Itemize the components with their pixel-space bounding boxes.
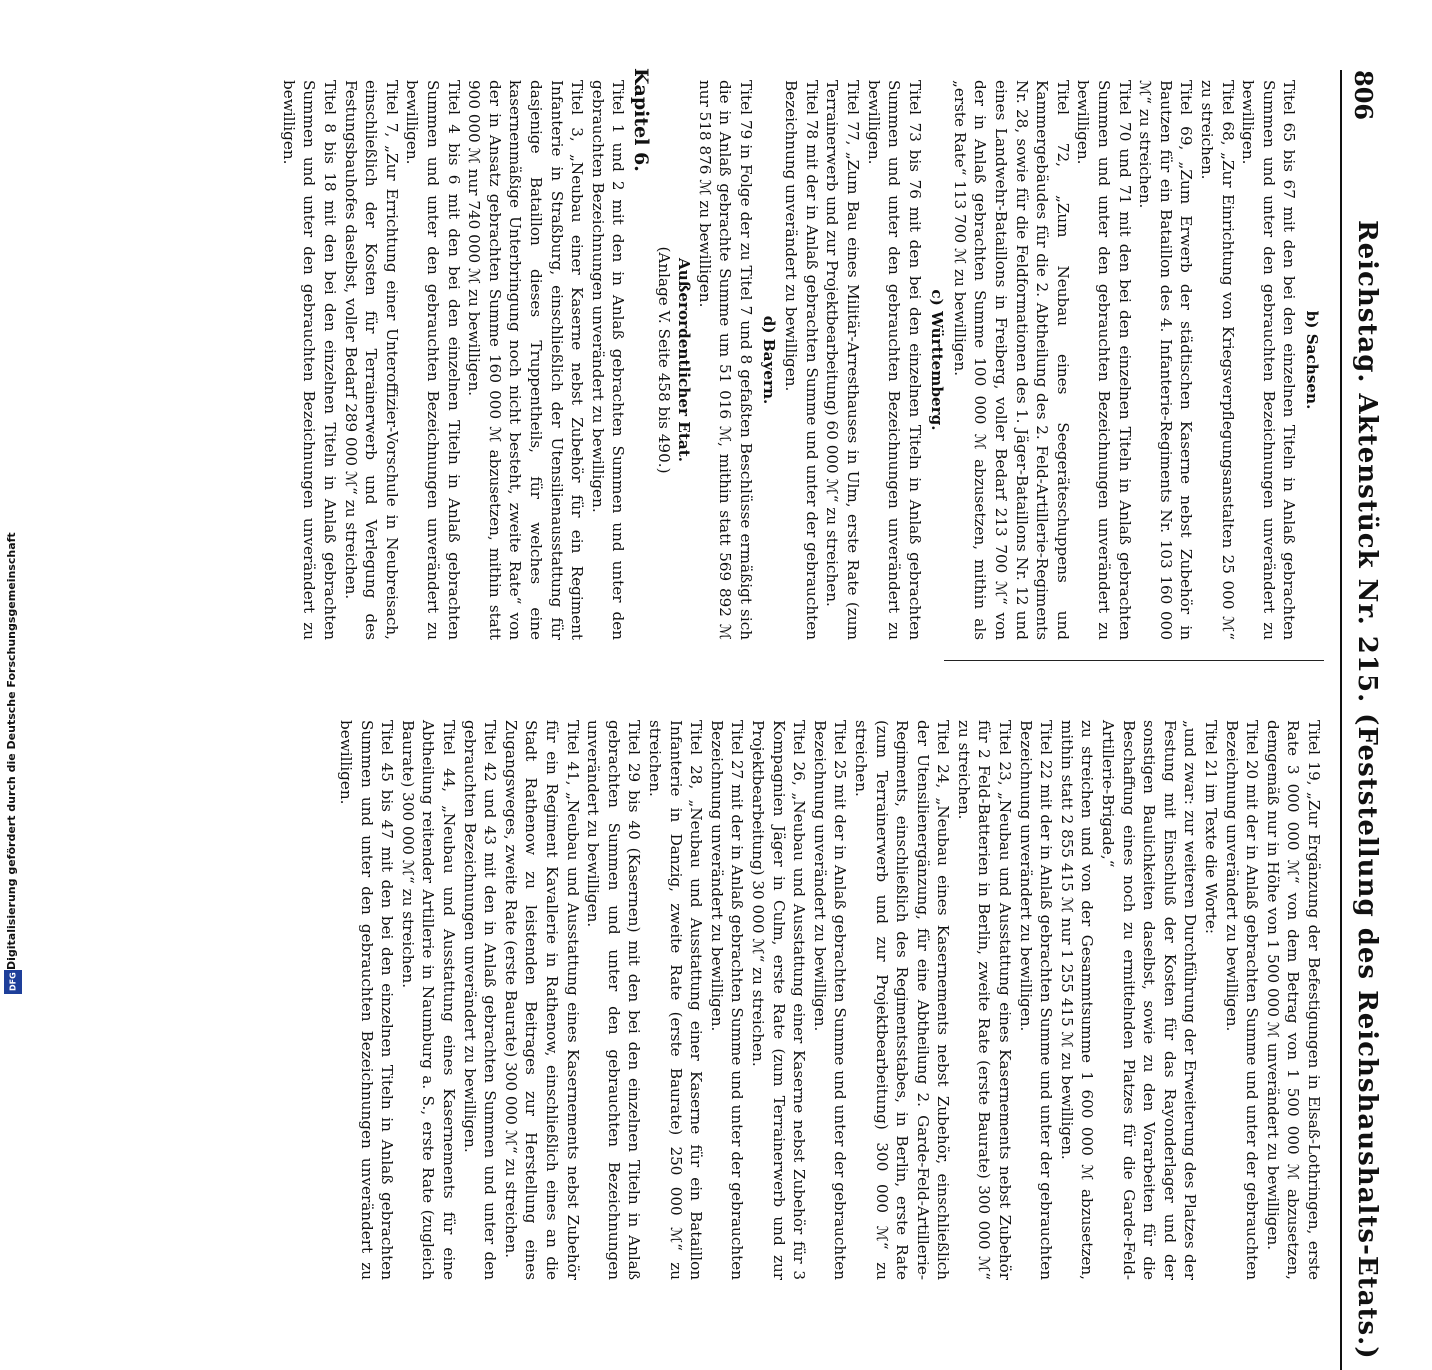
- paragraph: Titel 19, „Zur Ergänzung der Befestigungen in Elsaß-Lothringen, erste Rate 3 000 000 ℳ“ von dem Betrag von 1 500 000 ℳ abzusetzen, demgemäß nur in Höhe von 1 500 000 ℳ unverändert zu bewilligen.: [1263, 720, 1323, 1280]
- paragraph: Titel 20 mit der in Anlaß gebrachten Summe und unter der gebrauchten Bezeichnung unverändert zu bewilligen.: [1222, 720, 1262, 1280]
- paragraph: Titel 44, „Neubau und Ausstattung eines Kasernements für eine Abtheilung reitender Artillerie in Naumburg a. S., erste Rate (zugleich Baurate) 300 000 ℳ“ zu streichen.: [398, 720, 459, 1280]
- section-heading: b) Sachsen.: [1303, 310, 1321, 410]
- column-divider: [944, 660, 1324, 661]
- paragraph: Titel 28, „Neubau und Ausstattung einer Kaserne für ein Bataillon Infanterie in Danzig, zweite Rate (erste Baurate) 250 000 ℳ“ zu streichen.: [646, 720, 706, 1280]
- header-rule: [1340, 70, 1342, 1370]
- paragraph: Titel 26, „Neubau und Ausstattung einer Kaserne nebst Zubehör für 3 Kompagnien Jäger in Culm, erste Rate (zum Terrainerwerb und zur Projektbearbeitung) 30 000 ℳ“ zu streichen.: [748, 720, 809, 1280]
- paragraph: Titel 72, „Zum Neubau eines Seegeräteschuppens und Kammergebäudes für die 2. Abtheilung des 2. Feld-Artillerie-Regiments Nr. 28, sowie für die Feldformationen des 1. Jäger-Bataillons Nr. 12 und eines Landwehr-Bataillons in Freiberg, voller Bedarf 213 700 ℳ“ von der in Anlaß gebrachten Summe 100 000 ℳ abzusetzen, mithin als „erste Rate“ 113 700 ℳ zu bewilligen.: [950, 80, 1072, 640]
- section-subtitle: (Anlage V. Seite 458 bis 490.): [654, 246, 673, 474]
- paragraph: Titel 77, „Zum Bau eines Militär-Arresthauses in Ulm, erste Rate (zum Terrainerwerb und zur Projektbearbeitung) 60 000 ℳ“ zu streichen.: [823, 80, 862, 640]
- paragraph: Titel 7, „Zur Errichtung einer Unteroffizier-Vorschule in Neubreisach, einschließlich der Kosten für Terrainerwerb und Verlegung des Festungsbauhofes daselbst, voller Bedarf 289 000 ℳ“ zu streichen.: [341, 80, 401, 640]
- paragraph: Titel 23, „Neubau und Ausstattung eines Kasernements nebst Zubehör für 2 Feld-Batterien in Berlin, zweite Rate (erste Baurate) 300 000 ℳ“ zu streichen.: [954, 720, 1015, 1280]
- paragraph: Titel 24, „Neubau eines Kasernements nebst Zubehör, einschließlich der Utensilienergänzung, für eine Abtheilung 2. Garde-Feld-Artillerie-Regiments, einschließlich des Regimentsstabes, in Berlin, erste Rate (zum Terrainerwerb und zur Projektbearbeitung) 300 000 ℳ“ zu streichen.: [851, 720, 953, 1280]
- paragraph: Titel 68, „Zur Einrichtung von Kriegsverpflegungsanstalten 25 000 ℳ“ zu streichen.: [1198, 80, 1237, 640]
- paragraph: Titel 29 bis 40 (Kasernen) mit den bei den einzelnen Titeln in Anlaß gebrachten Summen und unter den gebrauchten Bezeichnungen unverändert zu bewilligen.: [584, 720, 644, 1280]
- paragraph: Titel 79 in Folge der zu Titel 7 und 8 gefaßten Beschlüsse ermäßigt sich die in Anlaß gebrachte Summe um 51 016 ℳ, mithin statt 569 892 ℳ nur 518 876 ℳ zu bewilligen.: [695, 80, 755, 640]
- paragraph: Titel 69, „Zum Erwerb der städtischen Kaserne nebst Zubehör in Bautzen für ein Bataillon des 4. Infanterie-Regiments Nr. 103 160 000 ℳ“ zu streichen.: [1136, 80, 1196, 640]
- running-head: Reichstag. Aktenstück Nr. 215. (Feststellung des Reichshaushalts-Etats.): [1352, 220, 1382, 1360]
- paragraph: Titel 3, „Neubau einer Kaserne nebst Zubehör für ein Regiment Infanterie in Straßburg, einschließlich der Utensilienausstattung für dasjenige Bataillon dieses Truppentheils, für welches eine kasernenmäßige Unterbringung noch nicht besteht, zweite Rate“ von der in Ansatz gebrachten Summe 160 000 ℳ abzusetzen, mithin statt 900 000 ℳ nur 740 000 ℳ zu bewilligen.: [465, 80, 587, 640]
- dfg-logo: DFG: [4, 970, 22, 994]
- section-heading: d) Bayern.: [759, 315, 778, 405]
- section-title: Außerordentlicher Etat.: [675, 257, 694, 462]
- paragraph: Titel 27 mit der in Anlaß gebrachten Summe und unter der gebrauchten Bezeichnung unverändert zu bewilligen.: [707, 720, 747, 1280]
- paragraph: Titel 45 bis 47 mit den bei den einzelnen Titeln in Anlaß gebrachten Summen und unter den gebrauchten Bezeichnungen unverändert zu bewilligen.: [337, 720, 397, 1280]
- paragraph: Titel 42 und 43 mit den in Anlaß gebrachten Summen und unter den gebrauchten Bezeichnungen unverändert zu bewilligen.: [460, 720, 500, 1280]
- paragraph: Titel 25 mit der in Anlaß gebrachten Summe und unter der gebrauchten Bezeichnung unverändert zu bewilligen.: [810, 720, 850, 1280]
- left-column: [278, 68, 1324, 640]
- right-column: [336, 720, 1325, 1280]
- paragraph: Titel 8 bis 18 mit den bei den einzelnen Titeln in Anlaß gebrachten Summen und unter den gebrauchten Bezeichnungen unverändert zu bewilligen.: [279, 80, 340, 640]
- digitization-credit: Digitalisierung gefördert durch die Deutsche Forschungsgemeinschaft: [5, 532, 18, 970]
- paragraph: Titel 65 bis 67 mit den bei den einzelnen Titeln in Anlaß gebrachten Summen und unter den gebrauchten Bezeichnungen unverändert zu bewilligen.: [1239, 80, 1299, 640]
- paragraph: Titel 73 bis 76 mit den bei den einzelnen Titeln in Anlaß gebrachten Summen und unter den gebrauchten Bezeichnungen unverändert zu bewilligen.: [864, 80, 924, 640]
- paragraph: Titel 22 mit der in Anlaß gebrachten Summe und unter der gebrauchten Bezeichnung unverändert zu bewilligen.: [1016, 720, 1056, 1280]
- paragraph: „und zwar: zur weiteren Durchführung der Erweiterung des Platzes der Festung mit Einschluß der Kosten für das Rayonderlager und der sonstigen Baulichkeiten daselbst, sowie zu den Vorarbeiten für die Beschaffung eines noch zu ermittelnden Platzes für die Garde-Feld-Artillerie-Brigade,“: [1099, 720, 1200, 1280]
- page-number: 806: [1349, 70, 1378, 121]
- paragraph: Titel 1 und 2 mit den in Anlaß gebrachten Summen und unter den gebrauchten Bezeichnungen unverändert zu bewilligen.: [588, 80, 628, 640]
- paragraph: Titel 78 mit der in Anlaß gebrachten Summe und unter der gebrauchten Bezeichnung unverändert zu bewilligen.: [782, 80, 821, 640]
- paragraph: Titel 41, „Neubau und Ausstattung eines Kasernements nebst Zubehör für ein Regiment Kavallerie in Rathenow, einschließlich eines an die Stadt Rathenow zu leistenden Beitrages zur Herstellung eines Zugangsweges, zweite Rate (erste Baurate) 300 000 ℳ“ zu streichen.: [501, 720, 582, 1280]
- page-header: [1342, 70, 1382, 1360]
- section-heading: c) Württemberg.: [928, 289, 947, 431]
- paragraph: Titel 21 im Texte die Worte:: [1202, 720, 1221, 935]
- paragraph: Titel 70 und 71 mit den bei den einzelnen Titeln in Anlaß gebrachten Summen und unter den gebrauchten Bezeichnungen unverändert zu bewilligen.: [1074, 80, 1134, 640]
- paragraph: Titel 4 bis 6 mit den bei den einzelnen Titeln in Anlaß gebrachten Summen und unter den gebrauchten Bezeichnungen unverändert zu bewilligen.: [403, 80, 463, 640]
- chapter-heading: Kapitel 6.: [630, 68, 652, 172]
- paragraph: zu streichen und von der Gesammtsumme 1 600 000 ℳ abzusetzen, mithin statt 2 855 415 ℳ nur 1 255 415 ℳ zu bewilligen.: [1057, 720, 1097, 1280]
